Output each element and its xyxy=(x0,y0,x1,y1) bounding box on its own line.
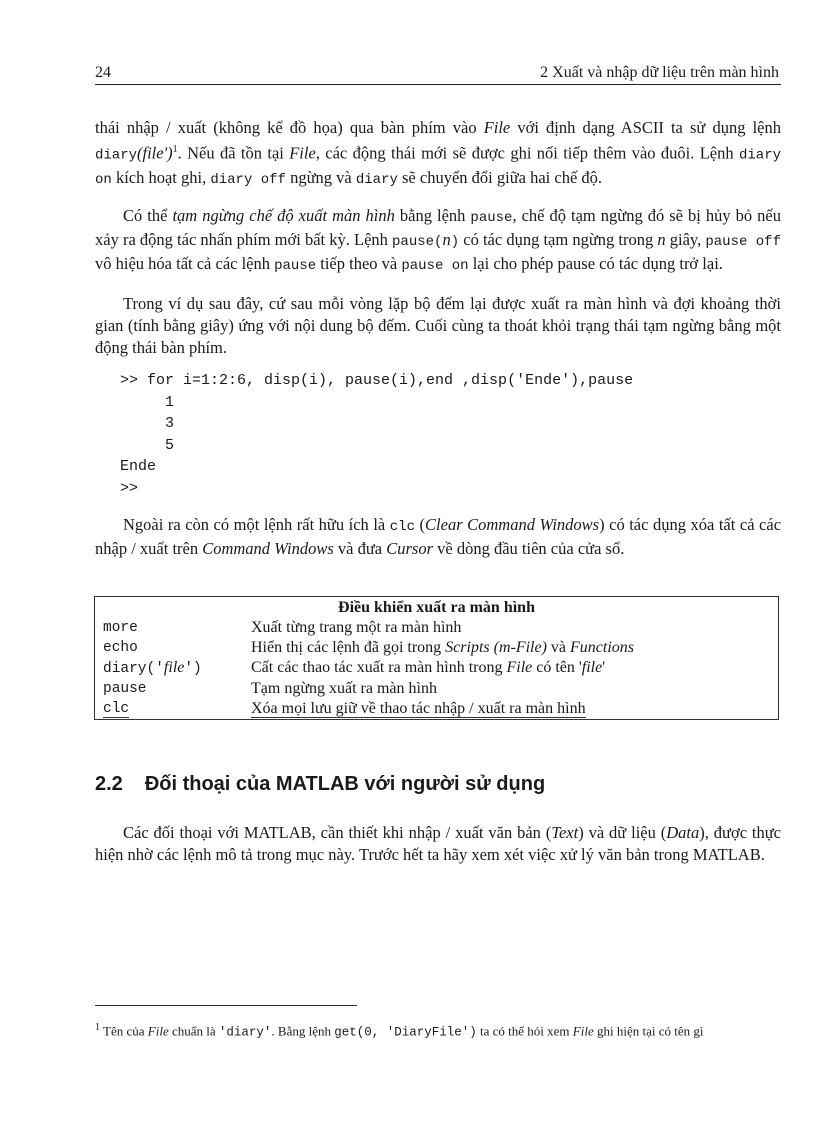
chapter-title: 2 Xuất và nhập dữ liệu trên màn hình xyxy=(540,64,779,81)
code-line: Ende xyxy=(120,458,157,475)
paragraph-diary: thái nhập / xuất (không kể đồ họa) qua bàn phím vào File với định dạng ASCII ta sử dụng lệnh diary(file')$^1$. Nếu đã tồn tại File, các động thái mới sẽ được ghi nối tiếp thêm vào đuôi. Lệnh diary on kích hoạt ghi, diary off ngừng và diary sẽ chuyển đổi giữa hai chế độ. xyxy=(95,118,781,188)
screen-output-table xyxy=(94,596,779,720)
footnote: $^1$ Tên của File chuẩn là 'diary'. Bằng lệnh get(0, 'DiaryFile') ta có thể hỏi xem File ghi hiện tại có tên gì xyxy=(95,1022,704,1040)
table-row xyxy=(95,699,779,720)
paragraph-dialog: Các đối thoại với MATLAB, cần thiết khi nhập / xuất văn bản (Text) và dữ liệu (Data), được thực hiện nhờ các lệnh mô tả trong mục này. Trước hết ta hãy xem xét việc xử lý văn bản trong MATLAB. xyxy=(95,823,782,864)
table-row xyxy=(95,638,779,658)
footnote-divider xyxy=(95,1005,357,1006)
code-line: 5 xyxy=(120,436,175,454)
code-example xyxy=(120,370,633,499)
table-cmd: pause xyxy=(103,681,147,697)
table-desc: Cất các thao tác xuất ra màn hình trong File có tên 'file' xyxy=(251,659,606,676)
table-row xyxy=(95,679,779,699)
table-cmd: clc xyxy=(103,701,130,717)
code-line: >> for i=1:2:6, disp(i), pause(i),end ,disp('Ende'),pause xyxy=(120,372,634,389)
table-desc: Tạm ngừng xuất ra màn hình xyxy=(251,680,437,697)
paragraph-pause: Có thể tạm ngừng chế độ xuất màn hình bằng lệnh pause, chế độ tạm ngừng đó sẽ bị hủy bỏ nếu xảy ra động tác nhấn phím mới bất kỳ. Lệnh pause(n) có tác dụng tạm ngừng trong n giây, pause off vô hiệu hóa tất cả các lệnh pause tiếp theo và pause on lại cho phép pause có tác dụng trở lại. xyxy=(95,206,781,274)
page-number: 24 xyxy=(95,64,111,81)
code-line: >> xyxy=(120,479,139,497)
table-desc: Xuất từng trang một ra màn hình xyxy=(251,619,462,636)
paragraph-example: Trong ví dụ sau đây, cứ sau mỗi vòng lặp bộ đếm lại được xuất ra màn hình và đợi khoảng thời gian (tính bằng giây) ứng với nội dung bộ đếm. Cuối cùng ta thoát khỏi trạng thái tạm ngừng bằng một động thái bàn phím. xyxy=(95,294,781,357)
section-title: Đối thoại của MATLAB với người sử dụng xyxy=(144,773,546,795)
section-number: 2.2 xyxy=(95,773,123,795)
table-title: Điều khiển xuất ra màn hình xyxy=(338,599,535,616)
page-header xyxy=(95,62,781,85)
table-row xyxy=(95,658,779,679)
table-desc: Xóa mọi lưu giữ về thao tác nhập / xuất ra màn hình xyxy=(251,700,586,717)
paragraph-clc: Ngoài ra còn có một lệnh rất hữu ích là clc (Clear Command Windows) có tác dụng xóa tất cả các nhập / xuất trên Command Windows và đưa Cursor về dòng đầu tiên của cửa sổ. xyxy=(95,515,782,558)
code-line: 1 xyxy=(120,393,175,411)
table-cmd: more xyxy=(103,620,138,636)
table-row xyxy=(95,618,779,638)
table-cmd: echo xyxy=(103,640,138,656)
table-cmd: diary('file') xyxy=(103,659,202,677)
section-heading xyxy=(95,773,545,796)
code-line: 3 xyxy=(120,415,175,432)
table-desc: Hiển thị các lệnh đã gọi trong Scripts (m-File) và Functions xyxy=(251,639,635,656)
